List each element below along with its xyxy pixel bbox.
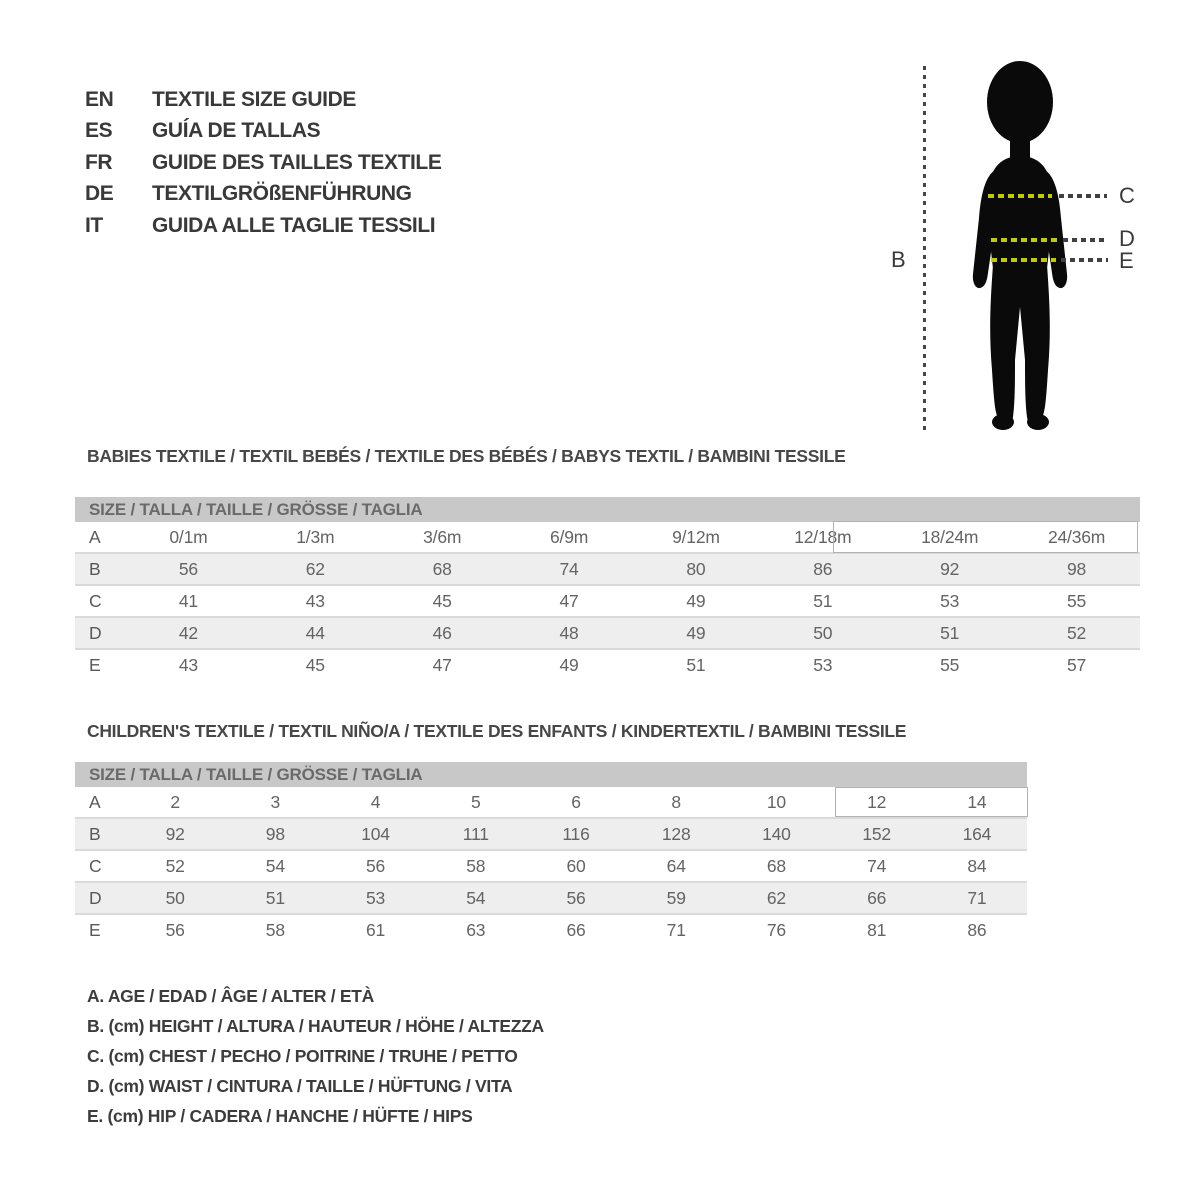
language-row-de [85, 179, 441, 211]
size-cell: 56 [526, 882, 626, 914]
size-cell: 49 [633, 617, 760, 649]
legend-line: D. (cm) WAIST / CINTURA / TAILLE / HÜFTUNG / VITA [87, 1075, 513, 1096]
size-cell: 52 [165, 855, 185, 876]
babies-size-selection-box [833, 521, 1138, 553]
size-cell: 86 [967, 919, 987, 940]
size-cell: 54 [265, 855, 285, 876]
row-label: E [89, 654, 101, 675]
size-cell: 45 [305, 654, 325, 675]
child-silhouette-icon [962, 60, 1084, 432]
language-code: DE [85, 182, 114, 206]
row-label: E [89, 919, 101, 940]
size-cell: 9/12m [672, 526, 720, 547]
table-row-c [75, 585, 1140, 617]
size-cell: 54 [426, 882, 526, 914]
table-row-d [75, 882, 1027, 914]
size-cell: 81 [867, 919, 887, 940]
size-cell: 58 [466, 855, 486, 876]
size-cell: 51 [886, 617, 1013, 649]
size-cell: 74 [506, 553, 633, 585]
size-cell: 57 [1067, 654, 1087, 675]
size-cell: 51 [813, 590, 833, 611]
row-label: D [75, 617, 125, 649]
language-code: IT [85, 213, 103, 237]
size-cell: 53 [940, 590, 960, 611]
size-cell: 45 [432, 590, 452, 611]
size-cell: 12/18m [794, 526, 852, 547]
size-cell: 74 [867, 855, 887, 876]
size-cell: 51 [225, 882, 325, 914]
language-row-it [85, 210, 441, 242]
size-cell: 98 [225, 818, 325, 850]
babies-size-header-bar: SIZE / TALLA / TAILLE / GRÖSSE / TAGLIA [75, 497, 1140, 522]
row-label: B [75, 553, 125, 585]
size-cell: 62 [726, 882, 826, 914]
size-cell: 98 [1013, 553, 1140, 585]
size-cell: 5 [470, 791, 481, 812]
legend-line: A. AGE / EDAD / ÂGE / ALTER / ETÀ [87, 985, 374, 1006]
size-cell: 56 [165, 919, 185, 940]
chest-measure-line [988, 194, 1052, 198]
height-measure-dashed-line [923, 66, 926, 432]
size-cell: 116 [526, 818, 626, 850]
size-cell: 59 [626, 882, 726, 914]
language-guide-title: GUÍA DE TALLAS [152, 119, 321, 143]
size-cell: 48 [506, 617, 633, 649]
language-guide-title: TEXTILGRÖßENFÜHRUNG [152, 182, 412, 206]
size-cell: 71 [666, 919, 686, 940]
size-cell: 43 [305, 590, 325, 611]
legend-line: B. (cm) HEIGHT / ALTURA / HAUTEUR / HÖHE / ALTEZZA [87, 1015, 544, 1036]
size-cell: 46 [379, 617, 506, 649]
size-cell: 86 [759, 553, 886, 585]
babies-table-heading: BABIES TEXTILE / TEXTIL BEBÉS / TEXTILE DES BÉBÉS / BABYS TEXTIL / BAMBINI TESSILE [87, 446, 846, 466]
size-cell: 14 [967, 791, 987, 812]
size-cell: 164 [927, 818, 1027, 850]
size-cell: 61 [366, 919, 386, 940]
language-code: FR [85, 150, 113, 174]
language-title-list [85, 84, 441, 242]
size-cell: 66 [827, 882, 927, 914]
size-cell: 152 [827, 818, 927, 850]
table-row-b [75, 553, 1140, 585]
size-cell: 6 [571, 791, 581, 812]
legend-line: E. (cm) HIP / CADERA / HANCHE / HÜFTE / HIPS [87, 1105, 473, 1126]
size-cell: 50 [125, 882, 225, 914]
row-label: C [89, 590, 102, 611]
size-cell: 66 [566, 919, 586, 940]
size-cell: 44 [252, 617, 379, 649]
language-guide-title: GUIDA ALLE TAGLIE TESSILI [152, 213, 436, 237]
row-label: D [75, 882, 125, 914]
size-cell: 53 [325, 882, 425, 914]
hip-measure-label: E [1119, 248, 1134, 273]
size-cell: 76 [766, 919, 786, 940]
children-size-header-bar: SIZE / TALLA / TAILLE / GRÖSSE / TAGLIA [75, 762, 1027, 787]
language-code: ES [85, 119, 113, 143]
size-cell: 92 [886, 553, 1013, 585]
row-label: A [89, 526, 101, 547]
size-cell: 55 [940, 654, 960, 675]
size-cell: 41 [178, 590, 198, 611]
size-cell: 47 [559, 590, 579, 611]
size-cell: 1/3m [296, 526, 335, 547]
table-row-c [75, 850, 1027, 882]
size-cell: 52 [1013, 617, 1140, 649]
size-cell: 62 [252, 553, 379, 585]
waist-measure-line [991, 238, 1058, 242]
table-row-b [75, 818, 1027, 850]
chest-measure-label: C [1119, 183, 1135, 208]
size-cell: 47 [432, 654, 452, 675]
size-cell: 84 [967, 855, 987, 876]
size-cell: 63 [466, 919, 486, 940]
size-cell: 64 [666, 855, 686, 876]
size-cell: 10 [766, 791, 786, 812]
children-table-heading: CHILDREN'S TEXTILE / TEXTIL NIÑO/A / TEXTILE DES ENFANTS / KINDERTEXTIL / BAMBINI TESSILE [87, 721, 907, 741]
table-row-d [75, 617, 1140, 649]
size-cell: 111 [426, 818, 526, 850]
size-cell: 3 [270, 791, 281, 812]
size-cell: 3/6m [423, 526, 462, 547]
size-cell: 104 [325, 818, 425, 850]
row-label: C [89, 855, 102, 876]
size-cell: 58 [265, 919, 285, 940]
children-size-selection-box [835, 787, 1028, 817]
size-cell: 2 [170, 791, 180, 812]
waist-measure-label: D [1119, 226, 1135, 251]
size-cell: 128 [626, 818, 726, 850]
size-cell: 6/9m [550, 526, 589, 547]
size-cell: 60 [566, 855, 586, 876]
table-row-e [75, 649, 1140, 680]
size-cell: 68 [379, 553, 506, 585]
row-label: A [89, 791, 101, 812]
height-measure-label: B [891, 247, 906, 272]
size-cell: 71 [927, 882, 1027, 914]
hip-measure-line [991, 258, 1056, 262]
size-cell: 55 [1067, 590, 1087, 611]
language-guide-title: TEXTILE SIZE GUIDE [152, 87, 356, 111]
size-cell: 140 [726, 818, 826, 850]
measurement-legend [87, 981, 544, 1131]
language-code: EN [85, 87, 114, 111]
size-cell: 56 [366, 855, 386, 876]
language-guide-title: GUIDE DES TAILLES TEXTILE [152, 150, 442, 174]
language-row-fr [85, 147, 441, 179]
chest-measure-extension-line [1059, 194, 1107, 198]
size-cell: 92 [125, 818, 225, 850]
waist-measure-extension-line [1063, 238, 1108, 242]
legend-line: C. (cm) CHEST / PECHO / POITRINE / TRUHE / PETTO [87, 1045, 518, 1066]
size-cell: 43 [178, 654, 198, 675]
size-cell: 12 [867, 791, 887, 812]
language-row-en [85, 84, 441, 116]
language-row-es [85, 116, 441, 148]
size-cell: 42 [125, 617, 252, 649]
size-cell: 53 [813, 654, 833, 675]
size-cell: 80 [633, 553, 760, 585]
size-cell: 51 [686, 654, 706, 675]
child-silhouette-figure [860, 55, 1160, 450]
row-label: B [75, 818, 125, 850]
size-cell: 50 [759, 617, 886, 649]
size-cell: 18/24m [921, 526, 979, 547]
size-cell: 0/1m [169, 526, 208, 547]
size-cell: 4 [370, 791, 381, 812]
table-row-e [75, 914, 1027, 945]
size-cell: 49 [686, 590, 706, 611]
size-cell: 49 [559, 654, 579, 675]
size-cell: 68 [766, 855, 786, 876]
size-cell: 24/36m [1047, 526, 1106, 547]
hip-measure-extension-line [1061, 258, 1108, 262]
size-cell: 56 [125, 553, 252, 585]
size-cell: 8 [671, 791, 681, 812]
